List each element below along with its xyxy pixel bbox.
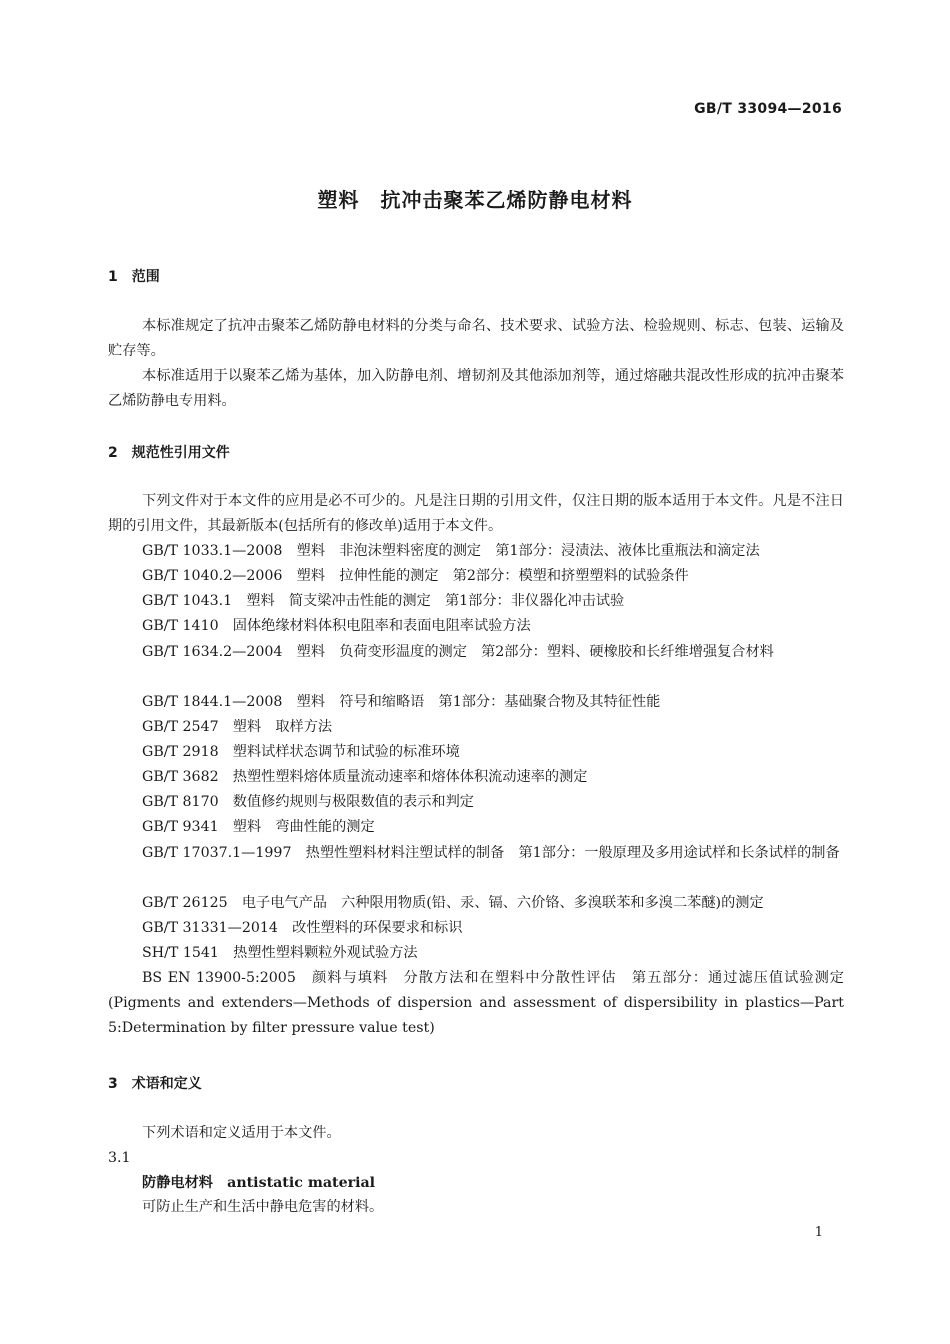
reference-item: GB/T 1040.2—2006 塑料 拉伸性能的测定 第2部分：模塑和挤塑塑料的试验条件 xyxy=(142,568,689,584)
section-heading-scope: 1 范围 xyxy=(108,269,160,285)
reference-item: BS EN 13900-5:2005 颜料与填料 分散方法和在塑料中分散性评估 第五部分：通过滤压值试验测定(Pigments and extenders—Methods of dispersion and assessment of dispersibility in plastics—Part 5:Determination by filter pressure value test) xyxy=(108,970,849,1036)
standard-number: GB/T 33094—2016 xyxy=(694,101,842,117)
reference-item: GB/T 2918 塑料试样状态调节和试验的标准环境 xyxy=(142,744,460,760)
section-heading-normative-references: 2 规范性引用文件 xyxy=(108,445,230,461)
reference-item: GB/T 1043.1 塑料 简支梁冲击性能的测定 第1部分：非仪器化冲击试验 xyxy=(142,593,625,609)
reference-item: GB/T 26125 电子电气产品 六种限用物质(铅、汞、镉、六价铬、多溴联苯和多溴二苯醚)的测定 xyxy=(142,895,764,911)
scope-paragraph: 本标准规定了抗冲击聚苯乙烯防静电材料的分类与命名、技术要求、试验方法、检验规则、标志、包装、运输及贮存等。 xyxy=(108,318,844,359)
reference-item: SH/T 1541 热塑性塑料颗粒外观试验方法 xyxy=(142,945,418,961)
reference-item: GB/T 9341 塑料 弯曲性能的测定 xyxy=(142,819,375,835)
document-title-text: 塑料 抗冲击聚苯乙烯防静电材料 xyxy=(317,188,633,212)
reference-item: GB/T 1033.1—2008 塑料 非泡沫塑料密度的测定 第1部分：浸渍法、液体比重瓶法和滴定法 xyxy=(142,543,760,559)
reference-item: GB/T 17037.1—1997 热塑性塑料材料注塑试样的制备 第1部分：一般原理及多用途试样和长条试样的制备 xyxy=(142,845,840,861)
reference-item: GB/T 8170 数值修约规则与极限数值的表示和判定 xyxy=(142,794,474,810)
terms-intro: 下列术语和定义适用于本文件。 xyxy=(142,1125,341,1141)
term-number: 3.1 xyxy=(108,1150,131,1166)
term-name: 防静电材料 antistatic material xyxy=(142,1175,376,1191)
document-title xyxy=(0,184,950,213)
page-number: 1 xyxy=(814,1225,823,1240)
reference-item: GB/T 3682 热塑性塑料熔体质量流动速率和熔体体积流动速率的测定 xyxy=(142,769,588,785)
reference-item: GB/T 1634.2—2004 塑料 负荷变形温度的测定 第2部分：塑料、硬橡胶和长纤维增强复合材料 xyxy=(142,644,774,660)
scope-paragraph: 本标准适用于以聚苯乙烯为基体，加入防静电剂、增韧剂及其他添加剂等，通过熔融共混改性形成的抗冲击聚苯乙烯防静电专用料。 xyxy=(108,368,844,409)
reference-item: GB/T 1410 固体绝缘材料体积电阻率和表面电阻率试验方法 xyxy=(142,618,531,634)
reference-item: GB/T 31331—2014 改性塑料的环保要求和标识 xyxy=(142,920,463,936)
references-intro: 下列文件对于本文件的应用是必不可少的。凡是注日期的引用文件，仅注日期的版本适用于本文件。凡是不注日期的引用文件，其最新版本(包括所有的修改单)适用于本文件。 xyxy=(108,493,844,534)
section-heading-terms: 3 术语和定义 xyxy=(108,1076,202,1092)
term-definition: 可防止生产和生活中静电危害的材料。 xyxy=(142,1199,384,1215)
reference-item: GB/T 1844.1—2008 塑料 符号和缩略语 第1部分：基础聚合物及其特征性能 xyxy=(142,694,661,710)
reference-item: GB/T 2547 塑料 取样方法 xyxy=(142,719,333,735)
